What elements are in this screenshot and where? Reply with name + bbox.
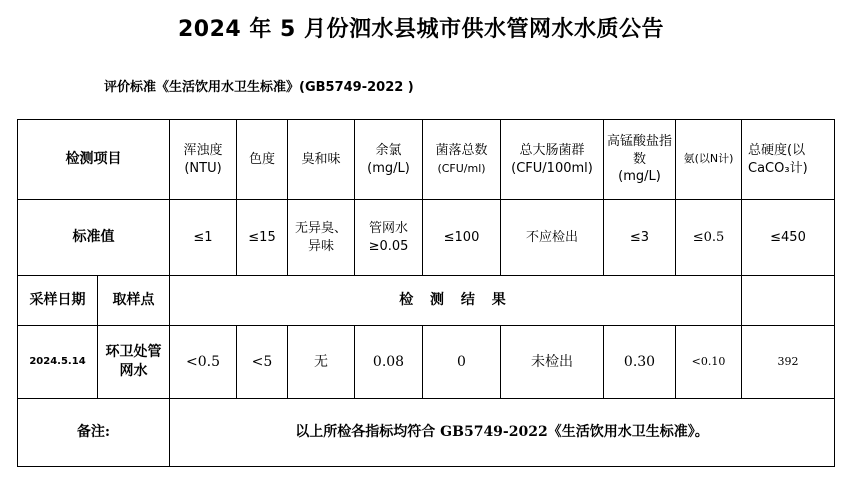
page-title: 2024 年 5 月份泗水县城市供水管网水水质公告: [177, 17, 665, 42]
water-quality-table: [17, 119, 835, 467]
sampling-date-label: 采样日期: [18, 276, 98, 326]
standard-ammonia: ≤0.5: [676, 200, 742, 276]
header-turbidity: 浑浊度 (NTU): [170, 120, 237, 200]
remark-text: 以上所检各指标均符合 GB5749-2022《生活饮用水卫生标准》。: [170, 399, 835, 467]
result-odor: 无: [288, 326, 355, 399]
result-turbidity: <0.5: [170, 326, 237, 399]
standard-label: 标准值: [18, 200, 170, 276]
standard-color: ≤15: [237, 200, 288, 276]
sampling-site: 环卫处管网水: [98, 326, 170, 399]
standard-row: [18, 200, 835, 276]
result-colony-count: 0: [423, 326, 501, 399]
header-hardness: 总硬度(以 CaCO₃计): [742, 120, 835, 200]
header-colony-count: 菌落总数 (CFU/ml): [423, 120, 501, 200]
header-residual-chlorine: 余氯 (mg/L): [355, 120, 423, 200]
result-residual-chlorine: 0.08: [355, 326, 423, 399]
results-empty-cell: [742, 276, 835, 326]
standard-turbidity: ≤1: [170, 200, 237, 276]
standard-residual-chlorine: 管网水≥0.05: [355, 200, 423, 276]
header-permanganate: 高锰酸盐指数 (mg/L): [604, 120, 676, 200]
header-coliforms: 总大肠菌群 (CFU/100ml): [501, 120, 604, 200]
standard-colony-count: ≤100: [423, 200, 501, 276]
evaluation-standard: 评价标准《生活饮用水卫生标准》(GB5749-2022 ): [104, 80, 414, 95]
header-row: [18, 120, 835, 200]
header-color: 色度: [237, 120, 288, 200]
results-label: 检 测 结 果: [170, 276, 742, 326]
result-permanganate: 0.30: [604, 326, 676, 399]
header-ammonia: 氨(以N计): [676, 120, 742, 200]
result-ammonia: <0.10: [676, 326, 742, 399]
remark-label: 备注:: [18, 399, 170, 467]
standard-coliforms: 不应检出: [501, 200, 604, 276]
result-hardness: 392: [742, 326, 835, 399]
standard-odor: 无异臭、异味: [288, 200, 355, 276]
result-row: [18, 326, 835, 399]
header-odor: 臭和味: [288, 120, 355, 200]
header-item-label: 检测项目: [18, 120, 170, 200]
result-coliforms: 未检出: [501, 326, 604, 399]
result-color: <5: [237, 326, 288, 399]
standard-hardness: ≤450: [742, 200, 835, 276]
subheader-row: [18, 276, 835, 326]
sampling-site-label: 取样点: [98, 276, 170, 326]
sampling-date: 2024.5.14: [18, 326, 98, 399]
standard-permanganate: ≤3: [604, 200, 676, 276]
remark-row: [18, 399, 835, 467]
